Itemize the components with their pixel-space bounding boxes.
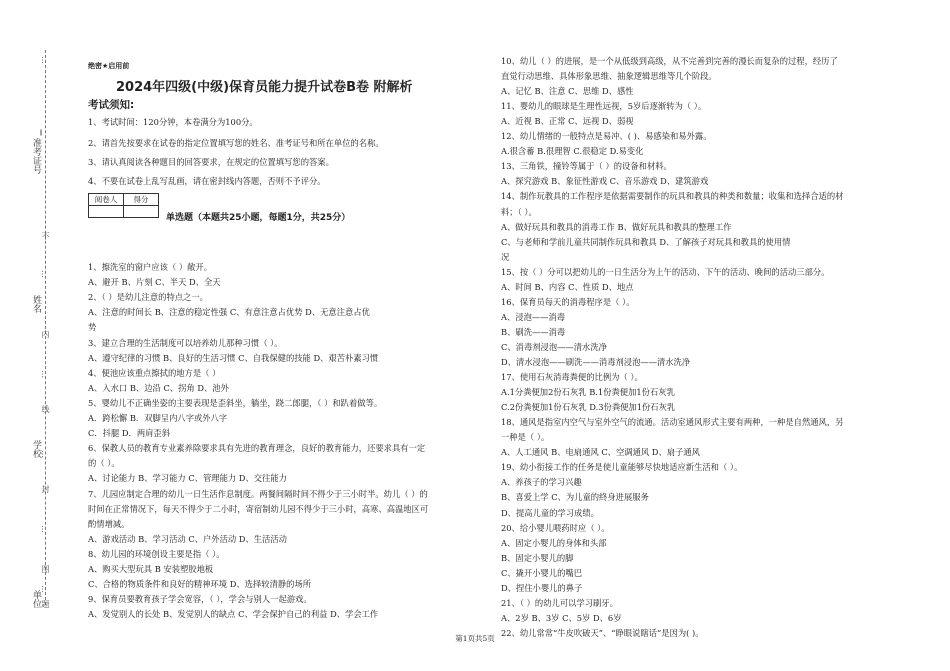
question-line: A、养孩子的学习兴趣 [501, 477, 582, 488]
question-line: D、清水浸泡——刷洗——消毒剂浸泡——清水洗净 [501, 357, 691, 367]
binding-mark: 题 [41, 600, 50, 608]
page-title: 2024年四级(中级)保育员能力提升试卷B卷 附解析 [116, 80, 413, 95]
question-line: 一种是（ ）。 [501, 432, 550, 443]
binding-underline [41, 130, 42, 136]
question-line: 9、保育员要教育孩子学会宽容，（ ），学会与别人一起游戏。 [88, 594, 312, 605]
notes-heading: 考试须知: [88, 99, 135, 111]
question-line: A、记忆 B、注意 C、思维 D、感性 [501, 86, 634, 97]
binding-label-school: 学校 [31, 440, 41, 458]
question-line: A、浸泡——消毒 [501, 311, 566, 322]
binding-mark: 封 [41, 485, 50, 493]
binding-mark: 不 [41, 232, 50, 240]
question-line: A、入水口 B、边沿 C、拐角 D、池外 [88, 382, 229, 393]
binding-mark: … [40, 585, 49, 593]
question-line: B、喜爱上学 C、为儿童的終身进展服务 [501, 492, 649, 503]
note-item: 2、请首先按要求在试卷的指定位置填写您的姓名、准考证号和所在单位的名称。 [88, 138, 384, 148]
question-line: 19、幼小衔接工作的任务是使儿童能够尽快地适应新生活和（ ）。 [501, 462, 743, 473]
binding-mark: … [40, 56, 49, 64]
question-line: A.1分粪便加2份石灰乳 B.1份粪便加1份石灰乳 [501, 387, 675, 398]
score-table-score: 得分 [124, 194, 159, 206]
score-table-reviewer: 阅卷人 [89, 194, 124, 206]
question-line: 1、擦洗室的窗户应该（ ）敞开。 [88, 262, 213, 272]
question-line: C、撬开小婴儿的嘴巴 [501, 567, 583, 578]
question-line: 6、保教人员的教育专业素养除要求具有先进的教育理念，良好的教育能力，还要求具有一定 [88, 443, 426, 454]
question-line: 22、幼儿常常“牛皮吹破天”、“睁眼说瞎话”是因为( )。 [501, 627, 704, 638]
question-line: B、刷洗——消毒 [501, 326, 566, 337]
question-line: A、做好玩具和教具的消毒工作 B、做好玩具和教具的整理工作 [501, 221, 732, 232]
question-line: C．抖腿 D．两肩歪斜 [88, 428, 171, 439]
question-line: 12、幼儿情绪的一般特点是易冲、( )、易感染和易外露。 [501, 131, 712, 142]
binding-mark: 内 [41, 330, 50, 338]
question-line: 14、制作玩教具的工作程序是依据需要制作的玩具和教具的种类和数量；收集和选择合适的材 [501, 191, 844, 202]
question-line: 13、三角铁，撞铃等属于（ ）的设备和材料。 [501, 161, 672, 172]
question-line: 势 [88, 322, 97, 333]
question-line: 3、建立合理的生活制度可以培养幼儿那种习惯（ ）。 [88, 337, 283, 348]
question-line: 18、通风是指室内空气与室外空气的流通。活动室通风形式主要有两种，一种是自然通风，另 [501, 417, 844, 428]
score-table [88, 193, 159, 218]
question-line: A、游戏活动 B、学习活动 C、户外活动 D、生活活动 [88, 533, 287, 544]
question-line: 16、保育员每天的消毒程序是（ ）。 [501, 296, 635, 307]
question-line: A、发觉别人的长处 B、发觉别人的缺点 C、学会保护自己的利益 D、学会工作 [88, 609, 379, 620]
question-line: 8、幼儿园的环境创设主要是指（ ）。 [88, 548, 225, 559]
question-line: 20、给小婴儿喂药时应（ ）。 [501, 522, 610, 533]
question-line: 酌情增减。 [88, 518, 130, 529]
question-line: 2、（ ）是幼儿注意的特点之一。 [88, 292, 208, 303]
question-line: C、与老师和学前儿童共同制作玩具和教具 D、了解孩子对玩具和教具的使用情 [501, 236, 791, 247]
question-line: D、提高儿童的学习成绩。 [501, 507, 599, 518]
question-line: A、近视 B、正常 C、远视 D、弱视 [501, 116, 634, 127]
question-line: 直觉行动思维、具体形象思维、抽象逻辑思维等几个阶段。 [501, 71, 717, 82]
question-line: A、时间 B、内容 C、性质 D、地点 [501, 281, 634, 292]
binding-mark: … [40, 370, 49, 378]
question-line: C.2份粪便加1份石灰乳 D.3份粪便加1份石灰乳 [501, 402, 676, 413]
question-line: C、消毒剂浸泡——清水洗净 [501, 341, 607, 352]
score-table-cell [89, 206, 124, 218]
secret-label: 绝密★启用前 [88, 62, 130, 70]
question-line: 7、儿园应制定合理的幼儿一日生活作息制度。两餐间隔时间不得少于三小时半。幼儿（ ）的 [88, 488, 428, 499]
question-line: 21、（ ）的幼儿可以学习刷牙。 [501, 597, 618, 608]
question-line: C、合格的物质条件和良好的精神环境 D、选择较清静的场所 [88, 579, 312, 590]
question-line: A、购买大型玩具 B 安装塑胶地板 [88, 564, 214, 574]
binding-mark: … [40, 450, 49, 458]
question-line: A、探究游戏 B、象征性游戏 C、音乐游戏 D、建筑游戏 [501, 176, 709, 187]
question-line: 17、使用石灰消毒粪便的比例为（ ）。 [501, 372, 643, 383]
question-line: 时间在正常情况下，每天不得少于二小时，寄宿制幼儿园不得少于三小时，高寒、高温地区可 [88, 503, 429, 514]
question-line: 10、幼儿（ ）的进展，是一个从低级到高级，从不完善到完善的漫长而复杂的过程，经历了 [501, 56, 838, 66]
question-line: 的（ ）。 [88, 458, 120, 469]
binding-mark: 图 [41, 565, 50, 573]
binding-label-unit: 单位 [31, 590, 41, 608]
binding-label-exam-number: 准考证号 [31, 138, 41, 174]
binding-dashed-line [45, 50, 46, 605]
page-footer: 第1页共5页 [455, 634, 495, 643]
question-line: 4、便池应该重点擦拭的地方是（ ） [88, 367, 221, 378]
question-line: A、2岁 B、3岁 C、5岁 D、6岁 [501, 612, 622, 623]
binding-mark: 线 [41, 405, 50, 413]
binding-mark: … [40, 525, 49, 533]
question-line: A、人工通风 B、电扇通风 C、空调通风 D、扇子通风 [501, 447, 700, 458]
note-item: 4、不要在试卷上乱写乱画，请在密封线内答题，否则不予评分。 [88, 176, 326, 186]
question-line: A、注意的时间长 B、注意的稳定性强 C、有意注意占优势 D、无意注意占优 [88, 307, 370, 318]
question-line: B、固定小婴儿的脚 [501, 552, 574, 563]
question-line: A、遵守纪律的习惯 B、良好的生活习惯 C、自我保健的技能 D、艰苦朴素习惯 [88, 352, 379, 363]
question-line: 况 [501, 251, 510, 262]
question-line: A、讨论能力 B、学习能力 C、管理能力 D、交往能力 [88, 473, 287, 484]
question-line: 15、按（ ）分可以把幼儿的一日生活分为上午的活动、下午的活动、晚间的活动三部分。 [501, 266, 830, 277]
question-line: 5、婴幼儿不正确坐姿的主要表现是歪斜坐，躺坐，跷二郎腿，（ ）和趴着做等。 [88, 397, 383, 408]
binding-label-name: 姓名 [31, 295, 41, 313]
question-line: A、避开 B、片刻 C、半天 D、全天 [88, 277, 221, 288]
note-item: 3、请认真阅读各种题目的回答要求，在规定的位置填写您的答案。 [88, 157, 334, 167]
section-heading: 单选题（本题共25小题，每题1分，共25分） [166, 213, 351, 223]
question-line: 11、婴幼儿的眼球是生理性远视，5岁后逐渐转为（ ）。 [501, 101, 707, 112]
question-line: 料；（ ）。 [501, 206, 537, 217]
score-table-cell [124, 206, 159, 218]
question-line: D、捏住小婴儿的鼻子 [501, 582, 583, 593]
question-line: A．跨松懈 B．双脚呈内八字或外八字 [88, 413, 228, 423]
question-line: A、固定小婴儿的身体和头部 [501, 537, 607, 548]
note-item: 1、考试时间：120分钟，本卷满分为100分。 [88, 117, 258, 127]
question-line: A.很含蓄 B.很理智 C.很稳定 D.易变化 [501, 146, 644, 157]
binding-mark: … [40, 270, 49, 278]
